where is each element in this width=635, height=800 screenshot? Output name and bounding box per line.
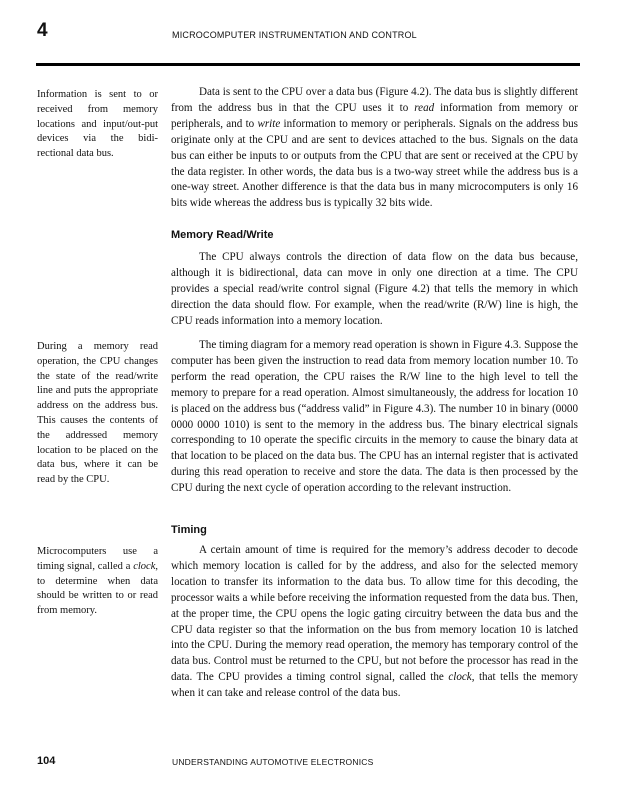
sidenote-clock-term: clock xyxy=(133,560,156,572)
paragraph-timing xyxy=(171,543,578,702)
paragraph-data-bus xyxy=(171,85,578,212)
paragraph-timing-a: A certain amount of time is required for the memory’s address decoder to decode which memory location is called for by the address, and also for the selected memory location to transfer its information to the data bus. To allow time for this decoding, the processor waits a while before receiving the information requested from the data bus. Then, at the proper time, the CPU opens the logic gating circuitry between the data bus and the CPU data register so that the information on the bus from memory location 10 is latched into the CPU. During the memory read operation, the memory has temporary control of the data bus. Control must be returned to the CPU, but not before the processor has read in the data. The CPU provides a timing control signal, called the xyxy=(171,544,578,684)
chapter-number: 4 xyxy=(37,20,48,41)
paragraph-data-bus-c: information to memory or peripherals. Signals on the address bus originate only at the CPU and are sent to devices attached to the bus. Signals on the data bus can either be inputs to or outputs from the CPU that are sent or received at the CPU by the data register. In other words, the data bus is a two-way street while the address bus is a one-way street. Another difference is that the data bus in many microcomputers is only 16 bits wide whereas the address bus is typically 32 bits wide. xyxy=(171,117,578,210)
paragraph-timing-diagram: The timing diagram for a memory read operation is shown in Figure 4.3. Suppose the computer has been given the instruction to read data from memory location number 10. To perform the read operation, the CPU raises the R/W line to the high level to tell the memory to prepare for a read operation. Almost simultaneously, the address for location 10 is placed on the address bus (“address valid” in Figure 4.3). The number 10 in binary (0000 0000 0000 1010) is sent to the memory in the address bus. The binary electrical signals corresponding to 10 operate the specific circuits in the memory to cause the binary data at that location to be placed on the data bus. The CPU has an internal register that is activated during this read operation to receive and store the data. The data is then processed by the CPU during the next cycle of operation according to the relevant instruction. xyxy=(171,339,578,495)
header-rule xyxy=(36,63,580,66)
sidenote-clock xyxy=(37,545,158,619)
paragraph-data-bus-b: information from memory or peripherals, and to xyxy=(171,101,579,130)
sidenote-clock-text-a: Microcomputers use a timing signal, called a xyxy=(37,546,158,572)
page-number: 104 xyxy=(37,755,56,767)
sidenote-memory-read: During a memory read operation, the CPU changes the state of the read/write line and puts the appropriate address on the address bus. This causes the contents of the addressed memory location to be placed on the data bus, where it can be read by the CPU. xyxy=(37,341,158,486)
paragraph-data-bus-a: Data is sent to the CPU over a data bus (Figure 4.2). The data bus is slightly different from the address bus in that the CPU uses it to xyxy=(171,86,578,114)
running-head: MICROCOMPUTER INSTRUMENTATION AND CONTROL xyxy=(172,30,417,40)
term-clock: clock xyxy=(448,671,472,684)
section-heading-memory-read-write: Memory Read/Write xyxy=(171,229,274,241)
sidenote-clock-text-b: , to determine when data should be written to or read from memory. xyxy=(37,560,158,617)
sidenote-data-bus: Information is sent to or received from memory locations and input/out-put devices via the bidi-rectional data bus. xyxy=(37,89,158,160)
book-title: UNDERSTANDING AUTOMOTIVE ELECTRONICS xyxy=(172,757,374,767)
term-write: write xyxy=(257,117,281,130)
paragraph-read-write-control: The CPU always controls the direction of data flow on the data bus because, although it is bidirectional, data can move in only one direction at a time. The CPU provides a special read/write control signal (Figure 4.2) that tells the memory in which direction the data should flow. For example, when the read/write (R/W) line is high, the CPU reads information into a memory location. xyxy=(171,251,578,327)
paragraph-timing-b: , that tells the memory when it can take and release control of the data bus. xyxy=(171,671,578,700)
term-read: read xyxy=(414,101,435,114)
section-heading-timing: Timing xyxy=(171,524,207,536)
